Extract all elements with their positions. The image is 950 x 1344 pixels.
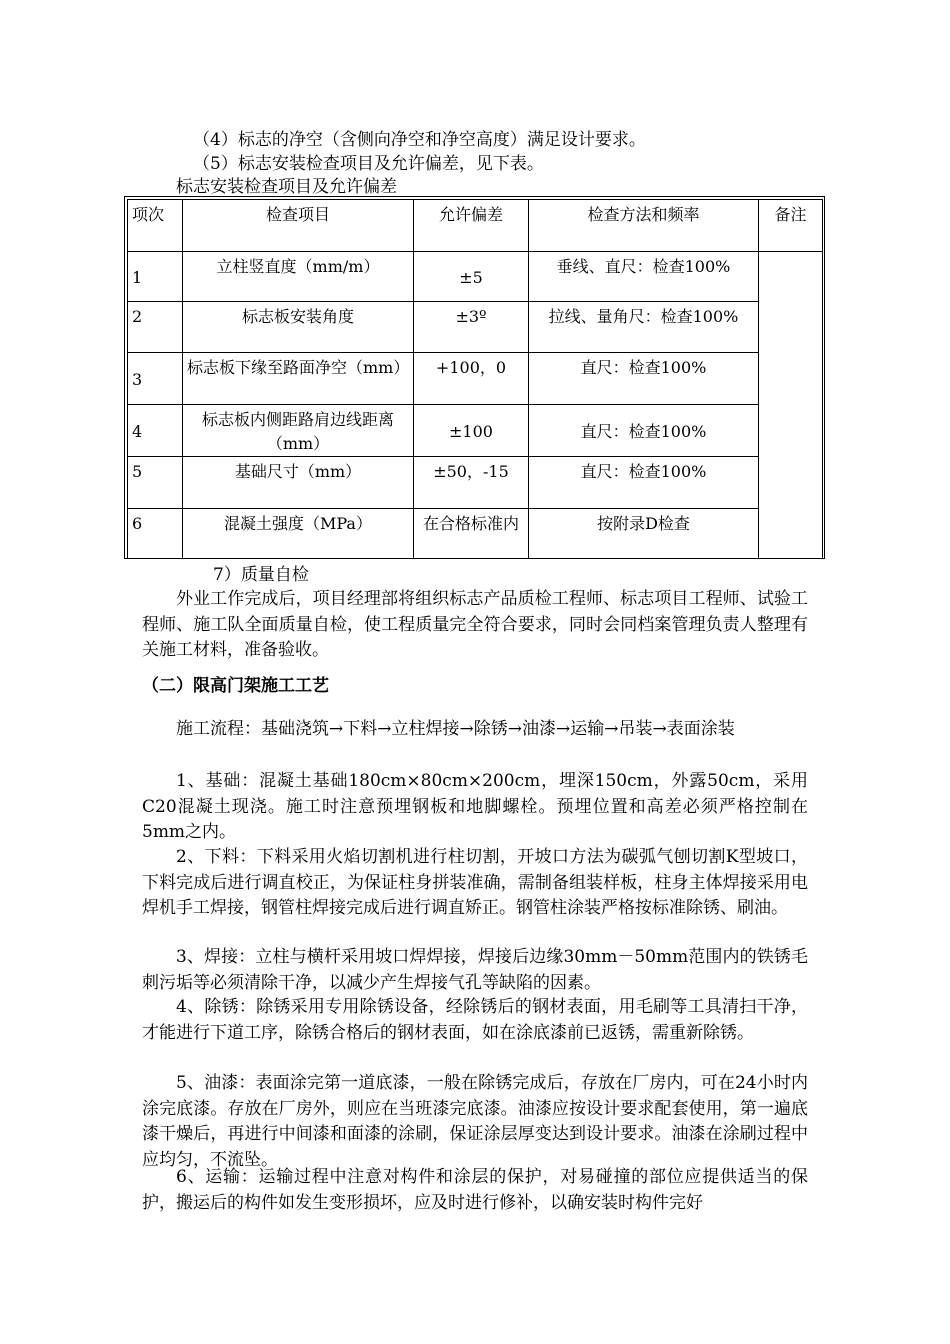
header-no: 项次	[128, 200, 183, 252]
row-no: 2	[128, 302, 183, 353]
foundation-paragraph: 1、基础：混凝土基础180cm×80cm×200cm，埋深150cm，外露50cm，采用C20混凝土现浇。施工时注意预埋钢板和地脚螺栓。预埋位置和高差必须严格控制在5mm之内。	[142, 771, 808, 842]
row-item: 标志板下缘至路面净空（mm）	[183, 353, 414, 405]
row-method: 拉线、量角尺：检查100%	[529, 302, 759, 353]
row-item: 基础尺寸（mm）	[183, 457, 414, 509]
header-tolerance: 允许偏差	[414, 200, 529, 252]
row-tolerance: ±5	[414, 252, 529, 302]
cutting-paragraph: 2、下料：下料采用火焰切割机进行柱切割，开坡口方法为碳弧气刨切割K型坡口，下料完成后进行调直校正，为保证柱身拼装准确，需制备组装样板，柱身主体焊接采用电焊机手工焊接，钢管柱焊接完成后进行调直矫正。钢管柱涂装严格按标准除锈、刷油。	[142, 847, 808, 918]
table-row	[128, 302, 823, 353]
inspection-table	[124, 196, 825, 559]
table-row	[128, 353, 823, 405]
intro-line-5: （5）标志安装检查项目及允许偏差，见下表。	[193, 154, 544, 174]
quality-paragraph: 外业工作完成后，项目经理部将组织标志产品质检工程师、标志项目工程师、试验工程师、施工队全面质量自检，使工程质量完全符合要求，同时会同档案管理负责人整理有关施工材料，准备验收。	[142, 589, 808, 660]
transport-paragraph: 6、运输：运输过程中注意对构件和涂层的保护，对易碰撞的部位应提供适当的保护，搬运后的构件如发生变形损坏，应及时进行修补，以确安装时构件完好	[142, 1167, 808, 1213]
row-item: 混凝土强度（MPa）	[183, 509, 414, 559]
row-no: 1	[128, 252, 183, 302]
row-no: 3	[128, 353, 183, 405]
table-row	[128, 405, 823, 457]
row-no: 4	[128, 405, 183, 457]
intro-line-4: （4）标志的净空（含侧向净空和净空高度）满足设计要求。	[193, 130, 646, 150]
table-row	[128, 252, 823, 302]
table-row	[128, 509, 823, 559]
row-tolerance: ±100	[414, 405, 529, 457]
row-tolerance: ±50，-15	[414, 457, 529, 509]
row-tolerance: ±3º	[414, 302, 529, 353]
section-heading: （二）限高门架施工工艺	[142, 676, 329, 696]
row-method: 直尺：检查100%	[529, 353, 759, 405]
rust-removal-paragraph: 4、除锈：除锈采用专用除锈设备，经除锈后的钢材表面，用毛刷等工具清扫干净，才能进行下道工序，除锈合格后的钢材表面，如在涂底漆前已返锈，需重新除锈。	[142, 997, 808, 1043]
row-method: 直尺：检查100%	[529, 405, 759, 457]
table-row	[128, 457, 823, 509]
row-tolerance: 在合格标准内	[414, 509, 529, 559]
quality-title: 7）质量自检	[213, 565, 309, 585]
row-no: 6	[128, 509, 183, 559]
header-item: 检查项目	[183, 200, 414, 252]
row-item: 标志板内侧距路肩边线距离（mm）	[183, 405, 414, 457]
table-header-row	[128, 200, 823, 252]
welding-paragraph: 3、焊接：立柱与横杆采用坡口焊焊接，焊接后边缘30mm－50mm范围内的铁锈毛刺污垢等必须清除干净，以减少产生焊接气孔等缺陷的因素。	[142, 947, 808, 993]
painting-paragraph: 5、油漆：表面涂完第一道底漆，一般在除锈完成后，存放在厂房内，可在24小时内涂完底漆。存放在厂房外，则应在当班漆完底漆。油漆应按设计要求配套使用，第一遍底漆干燥后，再进行中间漆和面漆的涂刷，保证涂层厚变达到设计要求。油漆在涂刷过程中应均匀，不流坠。	[142, 1073, 808, 1170]
process-flow-paragraph: 施工流程：基础浇筑→下料→立柱焊接→除锈→油漆→运输→吊装→表面涂装	[176, 719, 735, 739]
remark-cell	[759, 252, 823, 559]
table-title: 标志安装检查项目及允许偏差	[176, 177, 397, 197]
row-tolerance: +100，0	[414, 353, 529, 405]
header-method: 检查方法和频率	[529, 200, 759, 252]
row-method: 垂线、直尺：检查100%	[529, 252, 759, 302]
header-remark: 备注	[759, 200, 823, 252]
row-method: 直尺：检查100%	[529, 457, 759, 509]
row-no: 5	[128, 457, 183, 509]
row-method: 按附录D检查	[529, 509, 759, 559]
row-item: 标志板安装角度	[183, 302, 414, 353]
row-item: 立柱竖直度（mm/m）	[183, 252, 414, 302]
